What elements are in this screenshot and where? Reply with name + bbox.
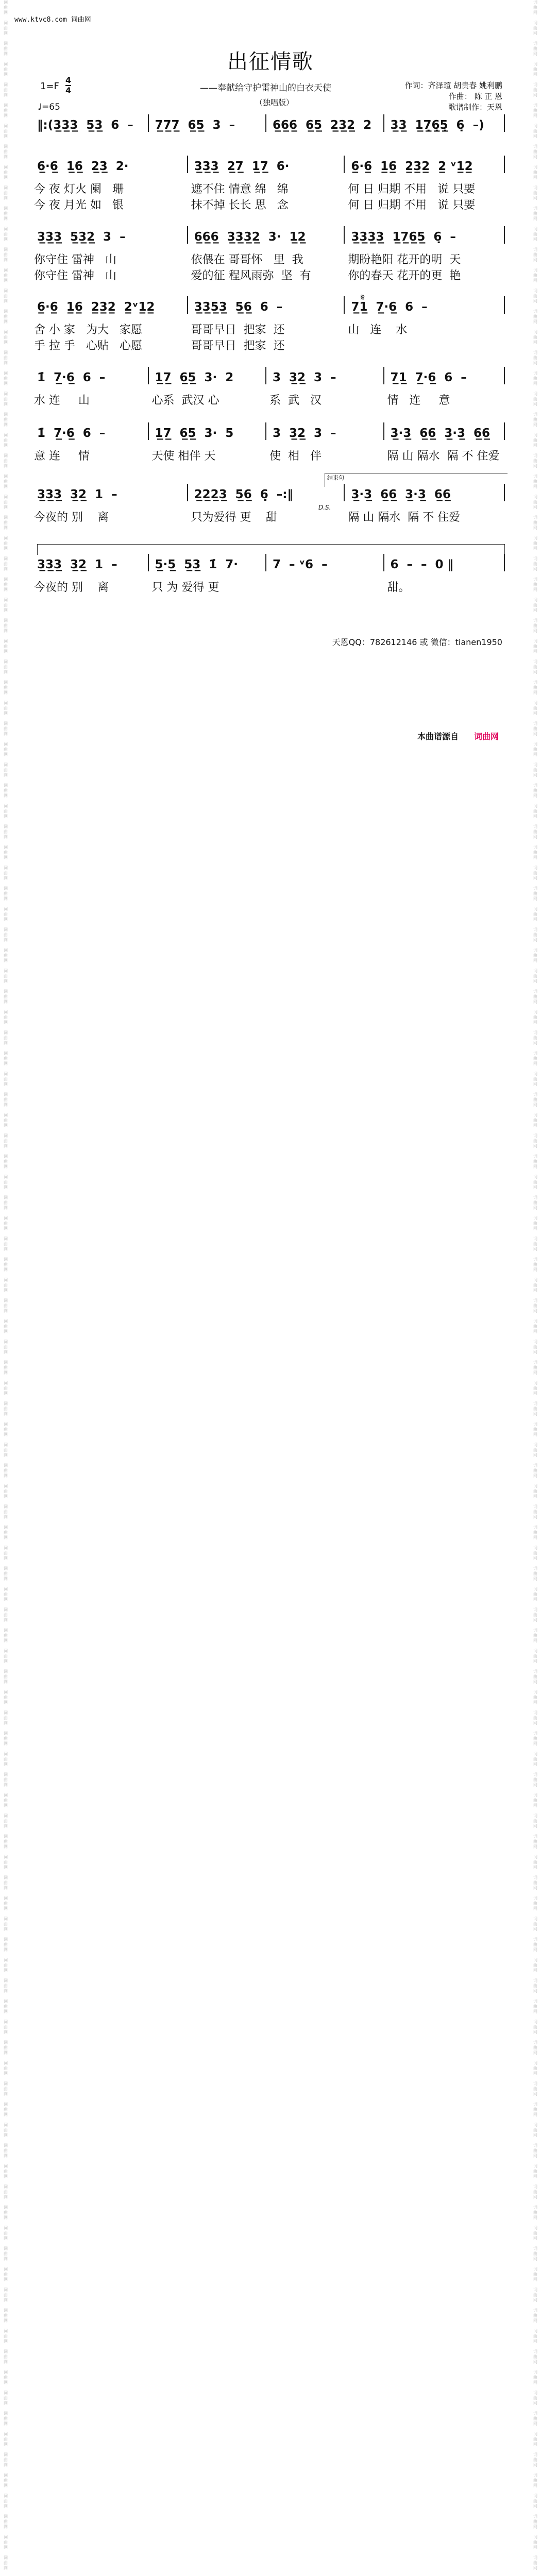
lyric-segment: 何 日 归期 不用 说 只要 (348, 199, 476, 212)
song-title: 出征情歌 (227, 50, 314, 74)
lyric-segment: 甜。 (387, 581, 410, 594)
lyric-segment: 隔 山 隔水 隔 不 住爱 (348, 511, 461, 524)
lyric-segment: 你守住 雷神 山 (34, 253, 116, 266)
barline (504, 484, 505, 501)
lyric-segment: 你守住 雷神 山 (34, 269, 116, 282)
barline (383, 554, 384, 571)
lyric-segment: 依偎在 哥哥怀 里 我 (191, 253, 303, 266)
barline (265, 554, 266, 571)
source-site-link[interactable]: 词曲网 (474, 732, 499, 741)
barline (383, 114, 384, 132)
measure-notes: 3̲3̲ 1̲7̣̲6̣̲5̣̲ 6̣ –) (390, 118, 484, 132)
barline (344, 156, 345, 173)
measure-notes: 3 3̲2̲ 3 – (273, 427, 336, 440)
barline (265, 114, 266, 132)
measure-notes: 3̲3̲3̲ 5̲3̲2̲ 3 – (37, 230, 126, 244)
measure-notes: 3̲·3̲ 6̲6̲ 3̲·3̲ 6̲6̲ (351, 488, 451, 501)
lyric-segment: 情 连 意 (387, 394, 450, 407)
lyrics-verse-1 (34, 180, 505, 196)
lyric-segment: 爱的征 程风雨弥 坚 有 (191, 269, 311, 282)
lyric-segment: 哥哥早日 把家 还 (191, 340, 285, 352)
barline (504, 422, 505, 440)
final-bracket (37, 544, 505, 555)
composer: 作曲： 陈 正 恩 (448, 92, 502, 101)
version-label: （独唱版） (255, 98, 294, 107)
lyric-segment: 遮不住 情意 绵 绵 (191, 183, 289, 196)
ending-bracket (325, 473, 508, 487)
lyrics-verse-1 (34, 251, 505, 267)
barline (504, 554, 505, 571)
barline (504, 367, 505, 384)
measure-notes: 3̲3̲3̲ 2̲7̲ 1̲7̲ 6· (194, 160, 290, 173)
lyric-segment: 今夜的 别 离 (34, 581, 109, 594)
source-label: 本曲谱源自 (417, 732, 459, 741)
barline (383, 422, 384, 440)
lyric-segment: 使 相 伴 (269, 450, 322, 463)
measure-notes: 3̲3̲3̲ 3̲2̲ 1 – (37, 488, 117, 501)
score-system (34, 300, 505, 353)
barline (187, 156, 188, 173)
lyric-segment: 心系 武汉 心 (151, 394, 219, 407)
subtitle: ——奉献给守护雷神山的白衣天使 (200, 83, 331, 93)
barline (148, 554, 149, 571)
barline (265, 367, 266, 384)
lyrics-verse-1 (34, 447, 505, 463)
measure-notes: 1̇ 7̲·6̲ 6 – (37, 371, 106, 384)
measure-notes: 6̲6̲6̲ 6̲5̲ 2̲3̲2̲ 2 (273, 118, 372, 132)
measure-notes: 3 3̲2̲ 3 – (273, 371, 336, 384)
measure-notes: 3̲·3̲ 6̲6̲ 3̲·3̲ 6̲6̲ (390, 427, 491, 440)
lyric-segment: 舍 小 家 为大 家愿 (34, 324, 142, 336)
barline (344, 484, 345, 501)
lyrics-verse-2 (34, 267, 505, 283)
right-watermark: 词 曲 网 词 曲 网 词 曲 网 词 曲 网 词 曲 网 词 曲 网 词 曲 网 词 曲 网 词 曲 网 词 曲 网 词 曲 网 词 曲 网 词 曲 网 词 曲 网 词 曲 网 词 曲 网 词 曲 网 词 曲 网 词 曲 网 词 曲 网 词 曲 网 词 曲 网 词 曲 网 词 曲 网 词 曲 网 词 曲 网 词 曲 网 词 曲 网 词 曲 网 词 曲 网 词 曲 网 词 曲 网 词 曲 网 词 曲 网 词 曲 网 词 曲 网 词 曲 网 词 曲 网 词 曲 网 词 曲 网 词 曲 网 词 曲 网 词 曲 网 词 曲 网 词 曲 网 词 曲 网 词 曲 网 词 曲 网 词 曲 网 词 曲 网 词 曲 网 词 曲 网 词 曲 网 词 曲 网 词 曲 网 词 曲 网 词 曲 网 词 曲 网 词 曲 网 词 曲 网 词 曲 网 词 曲 网 词 曲 网 词 曲 网 词 曲 网 词 曲 网 词 曲 网 词 曲 网 词 曲 网 词 曲 网 词 曲 网 词 曲 网 词 曲 网 词 曲 网 词 曲 网 词 曲 网 词 曲 网 词 曲 网 词 曲 网 词 曲 网 词 曲 网 词 曲 网 词 曲 网 词 曲 网 词 曲 网 词 曲 网 词 曲 网 词 曲 网 词 曲 网 词 曲 网 词 曲 网 词 曲 网 词 曲 网 词 曲 网 词 曲 网 词 曲 网 词 曲 网 词 曲 网 词 曲 网 词 曲 网 词 曲 网 词 曲 网 词 曲 网 词 曲 网 词 曲 网 词 曲 网 词 曲 网 词 曲 网 词 曲 网 词 曲 网 词 曲 网 词 曲 网 词 曲 网 词 曲 网 词 曲 网 词 曲 网 词 曲 网 词 曲 网 词 曲 网 词 曲 网 词 曲 网 词 曲 网 词 曲 网 词 曲 网 词 曲 网 (533, 0, 537, 2570)
barline (504, 114, 505, 132)
lyricist: 作词：齐泽瑄 胡贵春 姚利鹏 (404, 81, 502, 90)
barline (148, 422, 149, 440)
measure-notes: 6̲·6̲ 1̲6̲ 2̲3̲2̲ 2̲ ᵛ1̲2̲ (351, 160, 473, 173)
score-system (34, 118, 505, 134)
left-watermark: 词 曲 网 词 曲 网 词 曲 网 词 曲 网 词 曲 网 词 曲 网 词 曲 网 词 曲 网 词 曲 网 词 曲 网 词 曲 网 词 曲 网 词 曲 网 词 曲 网 词 曲 网 词 曲 网 词 曲 网 词 曲 网 词 曲 网 词 曲 网 词 曲 网 词 曲 网 词 曲 网 词 曲 网 词 曲 网 词 曲 网 词 曲 网 词 曲 网 词 曲 网 词 曲 网 词 曲 网 词 曲 网 词 曲 网 词 曲 网 词 曲 网 词 曲 网 词 曲 网 词 曲 网 词 曲 网 词 曲 网 词 曲 网 词 曲 网 词 曲 网 词 曲 网 词 曲 网 词 曲 网 词 曲 网 词 曲 网 词 曲 网 词 曲 网 词 曲 网 词 曲 网 词 曲 网 词 曲 网 词 曲 网 词 曲 网 词 曲 网 词 曲 网 词 曲 网 词 曲 网 词 曲 网 词 曲 网 词 曲 网 词 曲 网 词 曲 网 词 曲 网 词 曲 网 词 曲 网 词 曲 网 词 曲 网 词 曲 网 词 曲 网 词 曲 网 词 曲 网 词 曲 网 词 曲 网 词 曲 网 词 曲 网 词 曲 网 词 曲 网 词 曲 网 词 曲 网 词 曲 网 词 曲 网 词 曲 网 词 曲 网 词 曲 网 词 曲 网 词 曲 网 词 曲 网 词 曲 网 词 曲 网 词 曲 网 词 曲 网 词 曲 网 词 曲 网 词 曲 网 词 曲 网 词 曲 网 词 曲 网 词 曲 网 词 曲 网 词 曲 网 词 曲 网 词 曲 网 词 曲 网 词 曲 网 词 曲 网 词 曲 网 词 曲 网 词 曲 网 词 曲 网 词 曲 网 词 曲 网 词 曲 网 词 曲 网 词 曲 网 词 曲 网 词 曲 网 词 曲 网 词 曲 网 词 曲 网 词 曲 网 词 曲 网 词 曲 网 (4, 0, 8, 2570)
lyric-segment: 只为爱得 更 甜 (191, 511, 277, 524)
tempo-marking: ♩=65 (38, 102, 60, 112)
measure-notes: 7̲1̲ 7̲·6̲ 6 – (351, 300, 428, 314)
barline (344, 226, 345, 244)
credits (404, 80, 502, 113)
lyric-segment: 水 连 山 (34, 394, 90, 407)
score-system (34, 230, 505, 283)
measure-notes: 5̲·5̲ 5̲3̲ 1̇ 7· (155, 558, 239, 571)
meter-top: 4 (65, 75, 72, 85)
lyric-segment: 意 连 情 (34, 450, 90, 463)
segno-sign: 𝄋 (361, 292, 365, 303)
lyric-segment: 隔 山 隔水 隔 不 住爱 (387, 450, 500, 463)
measure-notes: 7̲1̲ 7̲·6̲ 6 – (390, 371, 467, 384)
barline (504, 226, 505, 244)
site-url[interactable]: www.ktvc8.com 词曲网 (14, 16, 91, 24)
score-system (34, 488, 505, 524)
barline (187, 296, 188, 314)
lyrics-verse-1 (34, 509, 505, 524)
meter-bottom: 4 (65, 86, 72, 95)
lyric-segment: 你的春天 花开的更 艳 (348, 269, 461, 282)
time-signature (65, 76, 71, 95)
notes-row (34, 160, 505, 175)
measure-notes: 6̲·6̲ 1̲6̲ 2̲3̲2̲ 2̲ᵛ1̲2̲ (37, 300, 155, 314)
barline (187, 484, 188, 501)
measure-notes: 1̲7̲ 6̲5̲ 3· 5 (155, 427, 234, 440)
barline (148, 367, 149, 384)
lyric-segment: 手 拉 手 心贴 心愿 (34, 340, 142, 352)
score-maker: 歌谱制作：天恩 (448, 103, 502, 112)
lyrics-verse-1 (34, 392, 505, 408)
notes-row (34, 488, 505, 503)
barline (504, 156, 505, 173)
source-line (417, 730, 499, 742)
lyrics-verse-2 (34, 337, 505, 353)
barline (344, 296, 345, 314)
ds-mark: D.S. (318, 504, 331, 511)
lyric-segment: 何 日 归期 不用 说 只要 (348, 183, 476, 196)
lyric-segment: 系 武 汉 (269, 394, 322, 407)
notes-row (34, 300, 505, 316)
measure-notes: 1̇ 7̲·6̲ 6 – (37, 427, 106, 440)
measure-notes: 6̲·6̲ 1̲6̲ 2̲3̲ 2· (37, 160, 129, 173)
notes-row (34, 371, 505, 386)
lyric-segment: 只 为 爱得 更 (151, 581, 219, 594)
score-system (34, 371, 505, 408)
measure-notes: 6 – – 0 ‖ (390, 558, 454, 571)
measure-notes: 7 – ᵛ6 – (273, 558, 328, 571)
barline (148, 114, 149, 132)
lyrics-verse-2 (34, 196, 505, 212)
measure-notes: 1̲7̲ 6̲5̲ 3· 2 (155, 371, 234, 384)
measure-notes: 7̲7̲7̲ 6̲5̲ 3 – (155, 118, 235, 132)
notes-row (34, 118, 505, 134)
score-system (34, 160, 505, 212)
lyric-segment: 今 夜 灯火 阑 珊 (34, 183, 124, 196)
lyric-segment: 期盼艳阳 花开的明 天 (348, 253, 461, 266)
ending-label: 结束句 (327, 474, 344, 481)
measure-notes: 2̲2̲2̲3̲ 5̲6̲ 6̣ –:‖ (194, 488, 293, 501)
lyric-segment: 抹不掉 长长 思 念 (191, 199, 289, 212)
barline (383, 367, 384, 384)
lyric-segment: 天使 相伴 天 (151, 450, 216, 463)
key-signature: 1=F (40, 81, 59, 92)
lyrics-verse-1 (34, 579, 505, 595)
notes-row (34, 230, 505, 246)
lyric-segment: 今 夜 月光 如 银 (34, 199, 124, 212)
lyrics-verse-1 (34, 321, 505, 337)
lyric-segment: 哥哥早日 把家 还 (191, 324, 285, 336)
barline (265, 422, 266, 440)
lyric-segment: 山 连 水 (348, 324, 408, 336)
measure-notes: 3̲3̲3̲3̲ 1̲7̲6̲5̲ 6̣ – (351, 230, 456, 244)
contact-info: 天恩QQ：782612146 或 微信：tianen1950 (332, 637, 502, 647)
barline (504, 296, 505, 314)
measure-notes: 6̲6̲6̲ 3̲3̲3̲2̲ 3· 1̲2̲ (194, 230, 306, 244)
lyric-segment: 今夜的 别 离 (34, 511, 109, 524)
measure-notes: 3̲3̲3̲ 3̲2̲ 1 – (37, 558, 117, 571)
score-system (34, 558, 505, 595)
measure-notes: ‖:(3̲3̲3̲ 5̲3̲ 6 – (37, 118, 133, 132)
notes-row (34, 427, 505, 442)
barline (187, 226, 188, 244)
measure-notes: 3̲3̲5̲3̲ 5̲6̲ 6 – (194, 300, 283, 314)
notes-row (34, 558, 505, 573)
score-system (34, 427, 505, 463)
